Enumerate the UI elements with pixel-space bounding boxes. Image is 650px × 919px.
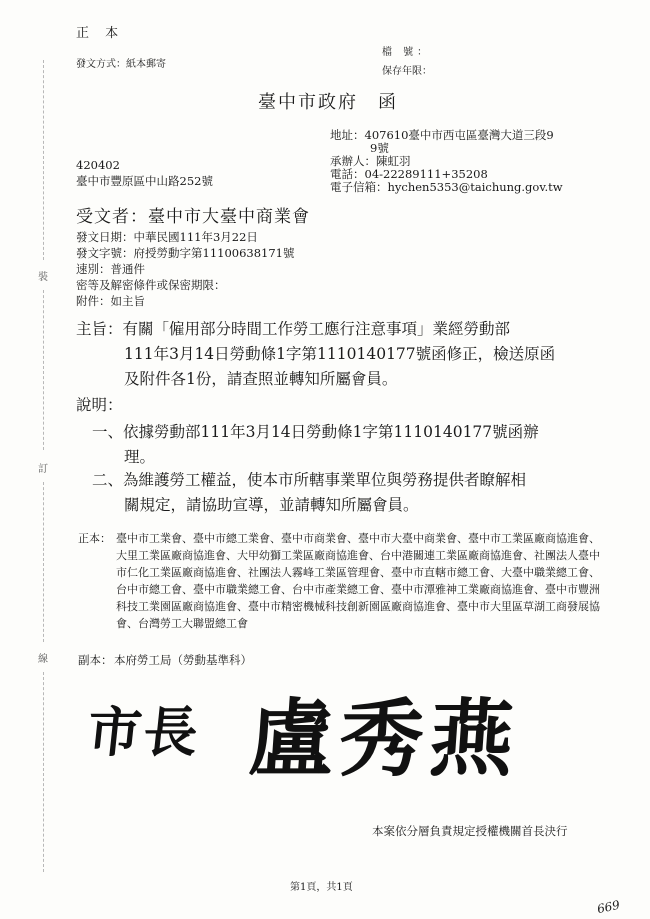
agency-address-cont: 9號 xyxy=(370,141,389,155)
handler-name: 承辦人：陳虹羽 xyxy=(330,154,411,168)
mayor-title-signature: 市長 xyxy=(84,700,203,764)
document-number: 發文字號：府授勞動字第11100638171號 xyxy=(76,246,295,260)
subject-line: 及附件各1份，請查照並轉知所屬會員。 xyxy=(124,370,398,388)
explanation-item-1: 一、依據勞動部111年3月14日勞動條1字第1110140177號函辦 xyxy=(92,423,539,441)
binding-line xyxy=(43,60,44,260)
cc-label: 正本： xyxy=(78,532,111,545)
explanation-item-2: 二、為維護勞工權益，使本市所轄事業單位與勞務提供者瞭解相 xyxy=(92,471,527,489)
recipient-street: 臺中市豐原區中山路252號 xyxy=(76,174,213,188)
binding-mark-ding: 訂 xyxy=(38,464,48,475)
send-method: 發文方式：紙本郵寄 xyxy=(76,59,166,70)
email: 電子信箱：hychen5353@taichung.gov.tw xyxy=(330,180,563,194)
recipient: 受文者：臺中市大臺中商業會 xyxy=(76,207,310,227)
phone: 電話：04-22289111+35208 xyxy=(330,167,488,181)
subject-line: 111年3月14日勞動條1字第1110140177號函修正，檢送原函 xyxy=(124,345,556,363)
copy-label: 副本： xyxy=(78,653,113,667)
attachment: 附件：如主旨 xyxy=(76,294,145,308)
explanation-heading: 說明： xyxy=(76,396,123,414)
original-copy-mark: 正 本 xyxy=(76,26,125,41)
delegation-note: 本案依分層負責規定授權機關首長決行 xyxy=(372,824,568,838)
document-title: 臺中市政府 函 xyxy=(258,92,398,113)
cc-list: 臺中市工業會、臺中市總工業會、臺中市商業會、臺中市大臺中商業會、臺中市工業區廠商協進會、大里工業區廠商協進會、大甲幼獅工業區廠商協進會、台中港關連工業區廠商協進會、社團法人臺中市仁化工業區廠商協進會、社團法人霧峰工業區管理會、臺中市直轄市總工會、大臺中職業總工會、台中市總工會、臺中市職業總工會、台中市產業總工會、臺中市潭雅神工業廠商協進會、臺中市豐洲科技工業園區廠商協進會、臺中市精密機械科技創新園區廠商協進會、臺中市大里區草湖工商發展協會、台灣勞工大聯盟總工會 xyxy=(116,532,600,630)
subject-line: 主旨：有關「僱用部分時間工作勞工應行注意事項」業經勞動部 xyxy=(76,320,511,338)
page-number: 第1頁，共1頁 xyxy=(290,882,353,893)
retention-label: 保存年限： xyxy=(382,66,432,77)
cc-block xyxy=(78,530,608,650)
binding-mark-zhuang: 裝 xyxy=(38,272,48,283)
explanation-item-1-cont: 理。 xyxy=(124,448,156,466)
mayor-name-signature: 盧秀燕 xyxy=(246,689,524,788)
handwritten-mark: 669 xyxy=(595,897,622,917)
security-level: 密等及解密條件或保密期限： xyxy=(76,278,226,292)
recipient-zip: 420402 xyxy=(76,158,120,172)
delivery-speed: 速別：普通件 xyxy=(76,262,145,276)
binding-line xyxy=(43,482,44,642)
binding-line xyxy=(43,290,44,450)
issue-date: 發文日期：中華民國111年3月22日 xyxy=(76,230,258,244)
copy-recipient: 本府勞工局（勞動基準科） xyxy=(114,653,252,667)
binding-line xyxy=(43,672,44,872)
agency-address: 地址：407610臺中市西屯區臺灣大道三段9 xyxy=(330,128,554,142)
explanation-item-2-cont: 關規定，請協助宣導，並請轉知所屬會員。 xyxy=(124,496,419,514)
binding-mark-xian: 線 xyxy=(38,654,48,665)
file-number-label: 檔 號： xyxy=(382,47,432,58)
